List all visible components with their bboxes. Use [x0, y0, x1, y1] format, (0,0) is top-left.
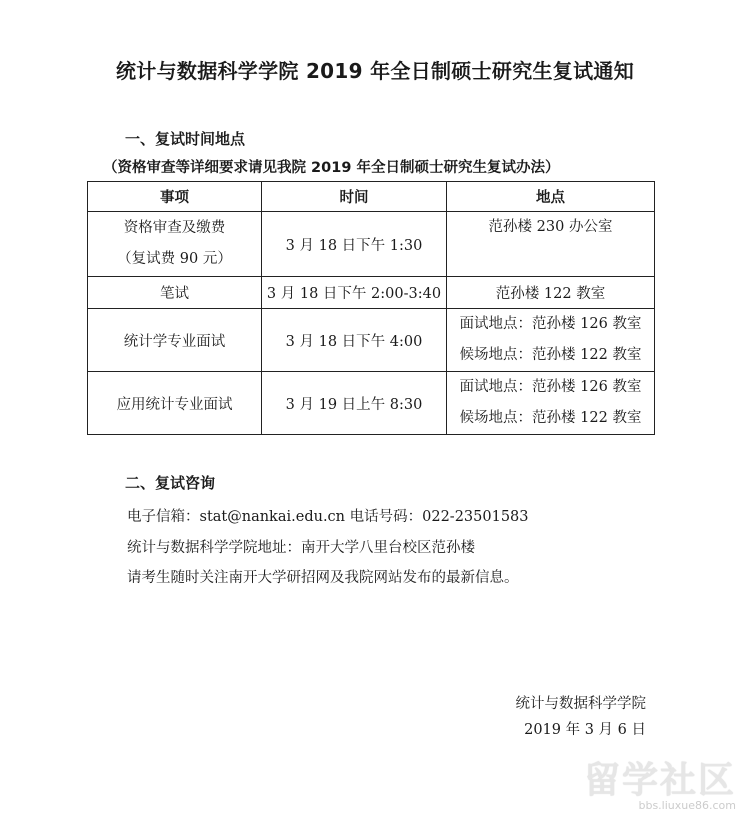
section2-heading: 二、复试咨询 — [125, 474, 216, 492]
header-place: 地点 — [447, 182, 655, 212]
item-text: （复试费 90 元） — [117, 251, 232, 267]
title-emphasis: 全日制 — [390, 59, 452, 83]
table-row — [88, 309, 655, 372]
title-prefix: 统计与数据科学学院 2019 年 — [116, 59, 391, 83]
time-cell: 3 月 18 日下午 4:00 — [262, 309, 447, 372]
site-watermark — [584, 761, 736, 812]
item-cell: 应用统计专业面试 — [88, 372, 262, 435]
place-cell: 范孙楼 122 教室 — [447, 277, 655, 309]
table-header-row — [88, 182, 655, 212]
header-item: 事项 — [88, 182, 262, 212]
place-text: 候场地点：范孙楼 122 教室 — [459, 347, 642, 363]
table-row — [88, 277, 655, 309]
watermark-url: bbs.liuxue86.com — [638, 799, 736, 812]
title-suffix: 硕士研究生复试通知 — [451, 59, 634, 83]
place-cell — [447, 212, 655, 277]
notice-title — [0, 55, 750, 84]
item-text: 资格审查及缴费 — [123, 220, 226, 236]
signature-date: 2019 年 3 月 6 日 — [524, 722, 646, 738]
table-row — [88, 212, 655, 277]
contact-email-phone: 电子信箱：stat@nankai.edu.cn 电话号码：022-23501583 — [127, 509, 529, 525]
item-cell — [88, 212, 262, 277]
place-cell — [447, 372, 655, 435]
time-cell: 3 月 18 日下午 2:00-3:40 — [262, 277, 447, 309]
table-row — [88, 372, 655, 435]
watermark-logo-text: 留学社区 — [583, 760, 736, 801]
item-cell: 笔试 — [88, 277, 262, 309]
section1-note: （资格审查等详细要求请见我院 2019 年全日制硕士研究生复试办法） — [103, 160, 560, 176]
contact-notice: 请考生随时关注南开大学研招网及我院网站发布的最新信息。 — [127, 570, 519, 586]
place-text: 范孙楼 230 办公室 — [488, 219, 613, 235]
header-time: 时间 — [262, 182, 447, 212]
section1-heading: 一、复试时间地点 — [125, 130, 246, 148]
schedule-table — [87, 181, 655, 435]
place-text: 面试地点：范孙楼 126 教室 — [459, 379, 642, 395]
place-cell — [447, 309, 655, 372]
time-cell: 3 月 18 日下午 1:30 — [262, 212, 447, 277]
time-cell: 3 月 19 日上午 8:30 — [262, 372, 447, 435]
place-text: 面试地点：范孙楼 126 教室 — [459, 316, 642, 332]
signature-org: 统计与数据科学学院 — [515, 696, 646, 712]
item-cell: 统计学专业面试 — [88, 309, 262, 372]
contact-address: 统计与数据科学学院地址：南开大学八里台校区范孙楼 — [127, 540, 475, 556]
place-text: 候场地点：范孙楼 122 教室 — [459, 410, 642, 426]
